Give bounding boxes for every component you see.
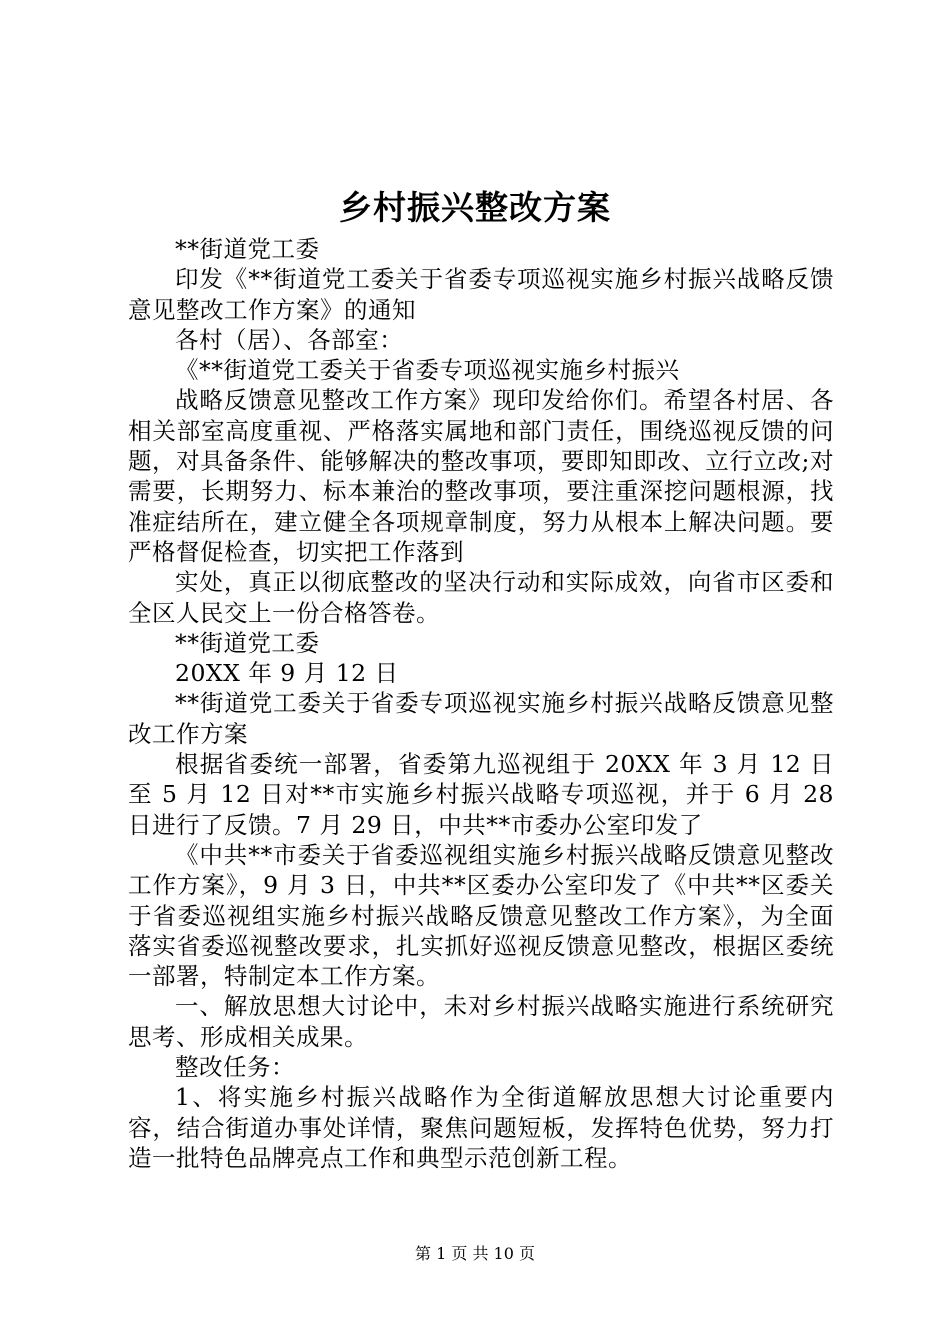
- paragraph-issue-one: 一、解放思想大讨论中，未对乡村振兴战略实施进行系统研究思考、形成相关成果。: [128, 992, 834, 1051]
- paragraph-background-continued: 《中共**市委关于省委巡视组实施乡村振兴战略反馈意见整改工作方案》，9 月 3 日，中共**区委办公室印发了《中共**区委关于省委巡视组实施乡村振兴战略反馈意见整改工作方案》，为全面落实省委巡视整改要求，扎实抓好巡视反馈意见整改，根据区委统一部署，特制定本工作方案。: [128, 840, 834, 991]
- paragraph-task-one: 1、将实施乡村振兴战略作为全街道解放思想大讨论重要内容，结合街道办事处详情，聚焦问题短板，发挥特色优势，努力打造一批特色品牌亮点工作和典型示范创新工程。: [128, 1083, 834, 1172]
- paragraph-background: 根据省委统一部署，省委第九巡视组于 20XX 年 3 月 12 日至 5 月 12 日对**市实施乡村振兴战略专项巡视，并于 6 月 28 日进行了反馈。7 月 29 日，中共**市委办公室印发了: [128, 750, 834, 839]
- paragraph-notice-title: 印发《**街道党工委关于省委专项巡视实施乡村振兴战略反馈意见整改工作方案》的通知: [128, 265, 834, 324]
- paragraph-date: 20XX 年 9 月 12 日: [175, 659, 399, 688]
- paragraph-recipients: 各村（居）、各部室：: [175, 325, 404, 354]
- document-body: [128, 234, 834, 1173]
- paragraph-document-name: 《**街道党工委关于省委专项巡视实施乡村振兴: [175, 356, 680, 385]
- document-title: 乡村振兴整改方案: [339, 188, 611, 227]
- paragraph-signature: **街道党工委: [175, 628, 320, 657]
- paragraph-task-heading: 整改任务：: [175, 1053, 295, 1082]
- paragraph-instructions: 战略反馈意见整改工作方案》现印发给你们。希望各村居、各相关部室高度重视、严格落实属地和部门责任，围绕巡视反馈的问题，对具备条件、能够解决的整改事项，要即知即改、立行立改;对需要，长期努力、标本兼治的整改事项，要注重深挖问题根源，找准症结所在，建立健全各项规章制度，努力从根本上解决问题。要严格督促检查，切实把工作落到: [128, 386, 834, 566]
- page-footer: 第 1 页 共 10 页: [415, 1244, 535, 1263]
- paragraph-issuer: **街道党工委: [175, 235, 320, 263]
- paragraph-instructions-continued: 实处，真正以彻底整改的坚决行动和实际成效，向省市区委和全区人民交上一份合格答卷。: [128, 568, 834, 627]
- paragraph-plan-title: **街道党工委关于省委专项巡视实施乡村振兴战略反馈意见整改工作方案: [128, 689, 834, 748]
